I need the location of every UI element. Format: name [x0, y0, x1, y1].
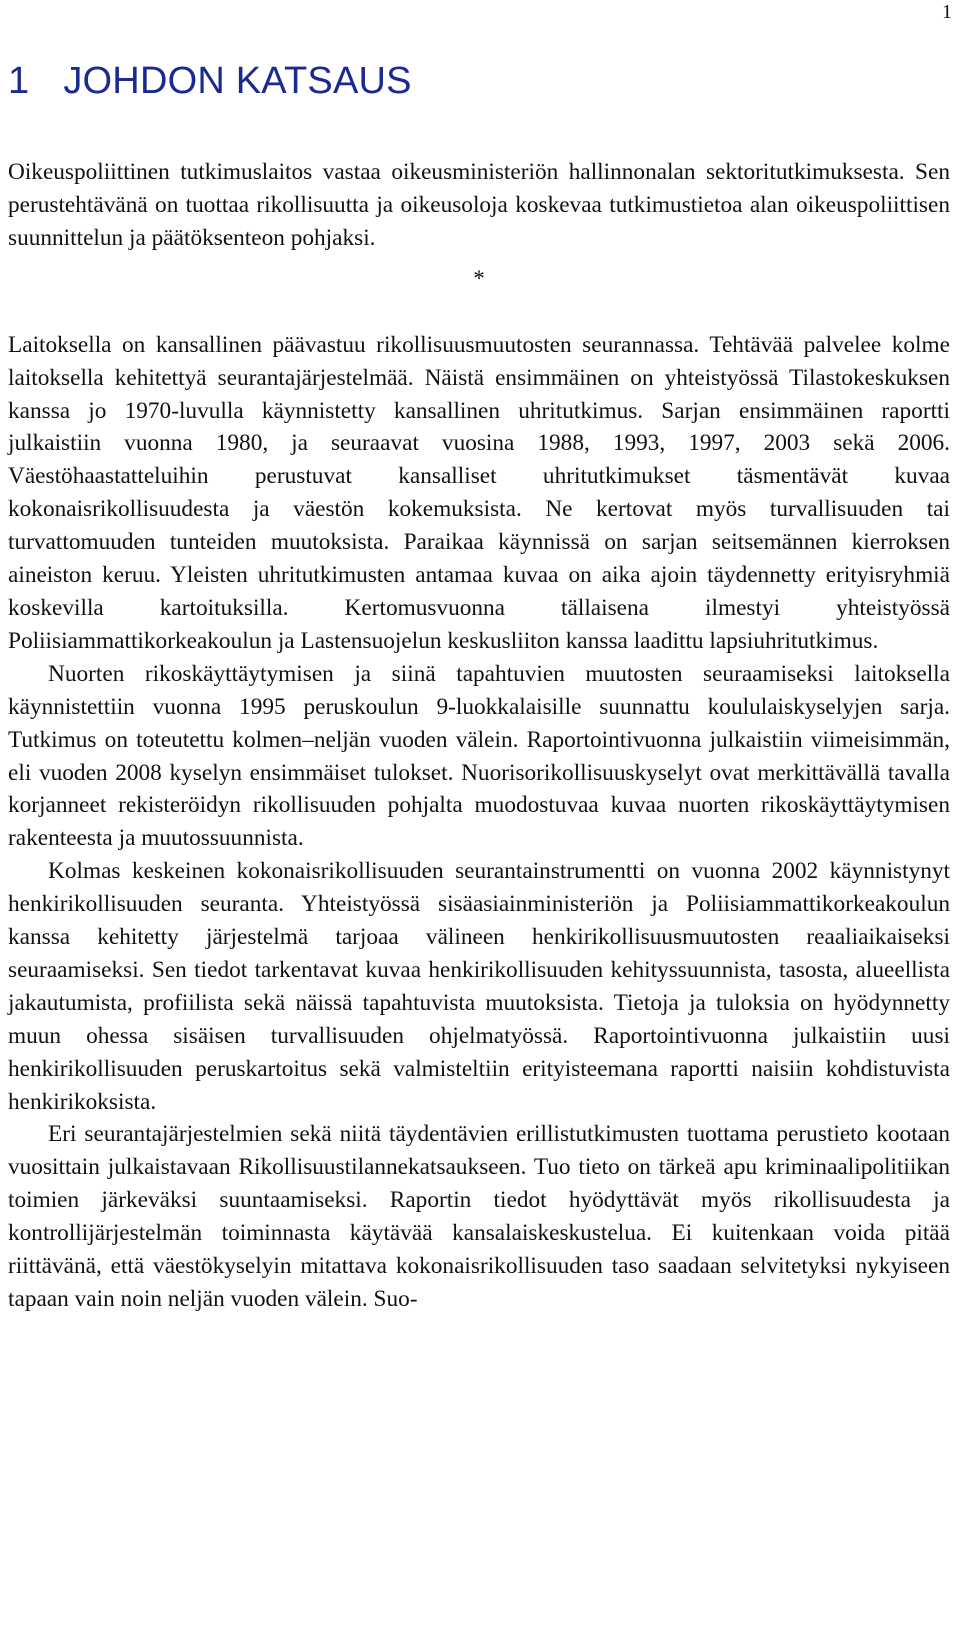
- body-paragraph: Laitoksella on kansallinen päävastuu rikollisuusmuutosten seurannassa. Tehtävää palvelee kolme laitoksella kehitettyä seurantajärjestelmää. Näistä ensimmäinen on yhteistyössä Tilastokeskuksen kanssa jo 1970-luvulla käynnistetty kansallinen uhritutkimus. Sarjan ensimmäinen raportti julkaistiin vuonna 1980, ja seuraavat vuosina 1988, 1993, 1997, 2003 sekä 2006. Väestöhaastatteluihin perustuvat kansalliset uhritutkimukset täsmentävät kuvaa kokonaisrikollisuudesta ja väestön kokemuksista. Ne kertovat myös turvallisuuden tai turvattomuuden tunteiden muutoksista. Paraikaa käynnissä on sarjan seitsemännen kierroksen aineiston keruu. Yleisten uhritutkimusten antamaa kuvaa on aika ajoin täydennetty erityisryhmiä koskevilla kartoituksilla. Kertomusvuonna tällaisena ilmestyi yhteistyössä Poliisiammattikorkeakoulun ja Lastensuojelun keskusliiton kanssa laadittu lapsiuhritutkimus.: [8, 331, 950, 654]
- body-paragraph: Kolmas keskeinen kokonaisrikollisuuden seurantainstrumentti on vuonna 2002 käynnistynyt henkirikollisuuden seuranta. Yhteistyössä sisäasiainministeriön ja Poliisiammattikorkeakoulun kanssa kehitetty järjestelmä tarjoaa välineen henkirikollisuusmuutosten reaaliaikaiseksi seuraamiseksi. Sen tiedot tarkentavat kuvaa henkirikollisuuden kehityssuunnista, tasosta, alueellista jakautumista, profiilista sekä näissä tapahtuvista muutoksista. Tietoja ja tuloksia on hyödynnetty muun ohessa sisäisen turvallisuuden ohjelmatyössä. Raportointivuonna julkaistiin uusi henkirikollisuuden peruskartoitus sekä valmisteltiin erityisteemana raportti naisiin kohdistuvista henkirikoksista.: [8, 858, 950, 1115]
- body-paragraph: Eri seurantajärjestelmien sekä niitä täydentävien erillistutkimusten tuottama perustieto kootaan vuosittain julkaistavaan Rikollisuustilannekatsaukseen. Tuo tieto on tärkeä apu kriminaalipolitiikan toimien järkeväksi suuntaamiseksi. Raportin tiedot hyödyttävät myös rikollisuudesta ja kontrollijärjestelmän toiminnasta käytävää kansalaiskeskustelua. Ei kuitenkaan voida pitää riittävänä, että väestökyselyin mitattava kokonaisrikollisuuden taso saadaan selvitetyksi nykyiseen tapaan vain noin neljän vuoden välein. Suo-: [8, 1121, 950, 1312]
- intro-paragraphs: [8, 156, 950, 255]
- chapter-title: JOHDON KATSAUS: [63, 60, 412, 102]
- body-paragraph: Nuorten rikoskäyttäytymisen ja siinä tapahtuvien muutosten seuraamiseksi laitoksella käynnistettiin vuonna 1995 peruskoulun 9-luokkalaisille suunnattu koululaiskyselyjen sarja. Tutkimus on toteutettu kolmen–neljän vuoden välein. Raportointivuonna julkaistiin viimeisimmän, eli vuoden 2008 kyselyn ensimmäiset tulokset. Nuorisorikollisuuskyselyt ovat merkittävällä tavalla korjanneet rekisteröidyn rikollisuuden pohjalta muodostuvaa kuvaa nuorten rikoskäyttäytymisen rakenteesta ja muutossuunnista.: [8, 660, 950, 852]
- intro-paragraph: Oikeuspoliittinen tutkimuslaitos vastaa oikeusministeriön hallinnonalan sektoritutkimuksesta. Sen perustehtävänä on tuottaa rikollisuutta ja oikeusoloja koskevaa tutkimustietoa alan oikeuspoliittisen suunnittelun ja päätöksenteon pohjaksi.: [8, 159, 950, 251]
- page-number: 1: [942, 1, 952, 23]
- chapter-number: 1: [8, 60, 30, 102]
- chapter-heading: [8, 60, 412, 103]
- body-sections: [8, 329, 950, 1316]
- body-text: [8, 156, 950, 1316]
- section-separator: *: [473, 265, 485, 291]
